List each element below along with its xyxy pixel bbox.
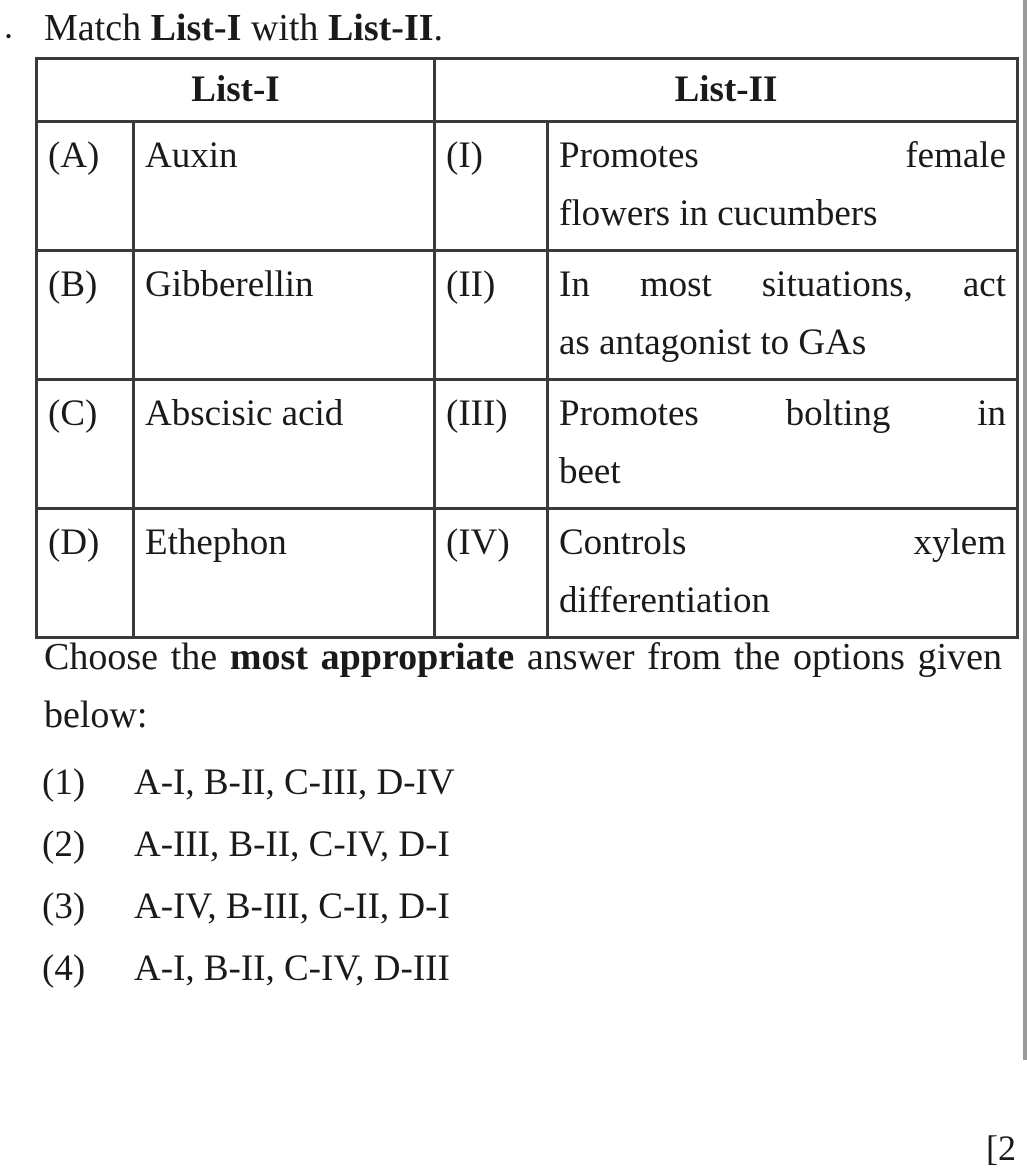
list2-description [548, 251, 1018, 380]
title-list1: List-I [150, 7, 242, 49]
page-edge [1023, 0, 1027, 1060]
list2-code: (II) [435, 251, 548, 380]
list1-item: Auxin [134, 122, 435, 251]
title-prefix: Match [44, 7, 151, 49]
table-header-row [37, 59, 1018, 122]
table-row [37, 509, 1018, 638]
title-list2: List-II [327, 7, 434, 49]
option-3[interactable] [42, 876, 455, 938]
instruction-emphasis: most appropriate [229, 636, 515, 678]
option-text: A-IV, B-III, C-II, D-I [134, 886, 450, 927]
list1-item: Abscisic acid [134, 380, 435, 509]
list2-description [548, 122, 1018, 251]
list1-item: Gibberellin [134, 251, 435, 380]
header-list2: List-II [435, 59, 1018, 122]
option-number: (1) [42, 762, 86, 803]
option-text: A-I, B-II, C-III, D-IV [134, 762, 455, 803]
list2-code: (IV) [435, 509, 548, 638]
description-line-1: Controls xylem [559, 522, 1006, 563]
option-text: A-I, B-II, C-IV, D-III [134, 948, 450, 989]
option-1[interactable] [42, 752, 455, 814]
question-number-mark: . [4, 6, 13, 46]
option-2[interactable] [42, 814, 455, 876]
description-line-2: beet [559, 451, 621, 492]
description-line-2: as antagonist to GAs [559, 322, 867, 363]
instruction-text [44, 628, 1002, 744]
list2-code: (III) [435, 380, 548, 509]
description-line-1: Promotes female [559, 135, 1006, 176]
header-list1: List-I [37, 59, 435, 122]
instruction-prefix: Choose the [44, 636, 230, 678]
list2-description [548, 380, 1018, 509]
description-line-1: In most situations, act [559, 264, 1006, 305]
option-number: (2) [42, 824, 86, 865]
match-table [35, 57, 1019, 639]
description-line-2: differentiation [559, 580, 770, 621]
list1-item: Ethephon [134, 509, 435, 638]
list1-code: (B) [37, 251, 134, 380]
title-mid: with [241, 7, 328, 49]
list2-code: (I) [435, 122, 548, 251]
option-number: (3) [42, 886, 86, 927]
list1-code: (C) [37, 380, 134, 509]
page-marker: [2 [986, 1128, 1016, 1168]
answer-options [42, 752, 455, 1000]
title-suffix: . [433, 7, 444, 49]
option-4[interactable] [42, 938, 455, 1000]
table-row [37, 380, 1018, 509]
option-number: (4) [42, 948, 86, 989]
table-row [37, 122, 1018, 251]
description-line-2: flowers in cucumbers [559, 193, 878, 234]
question-title [44, 6, 443, 50]
list1-code: (A) [37, 122, 134, 251]
list1-code: (D) [37, 509, 134, 638]
instruction-suffix: answer from the options given below: [44, 636, 1003, 736]
description-line-1: Promotes bolting in [559, 393, 1006, 434]
option-text: A-III, B-II, C-IV, D-I [134, 824, 450, 865]
table-row [37, 251, 1018, 380]
list2-description [548, 509, 1018, 638]
